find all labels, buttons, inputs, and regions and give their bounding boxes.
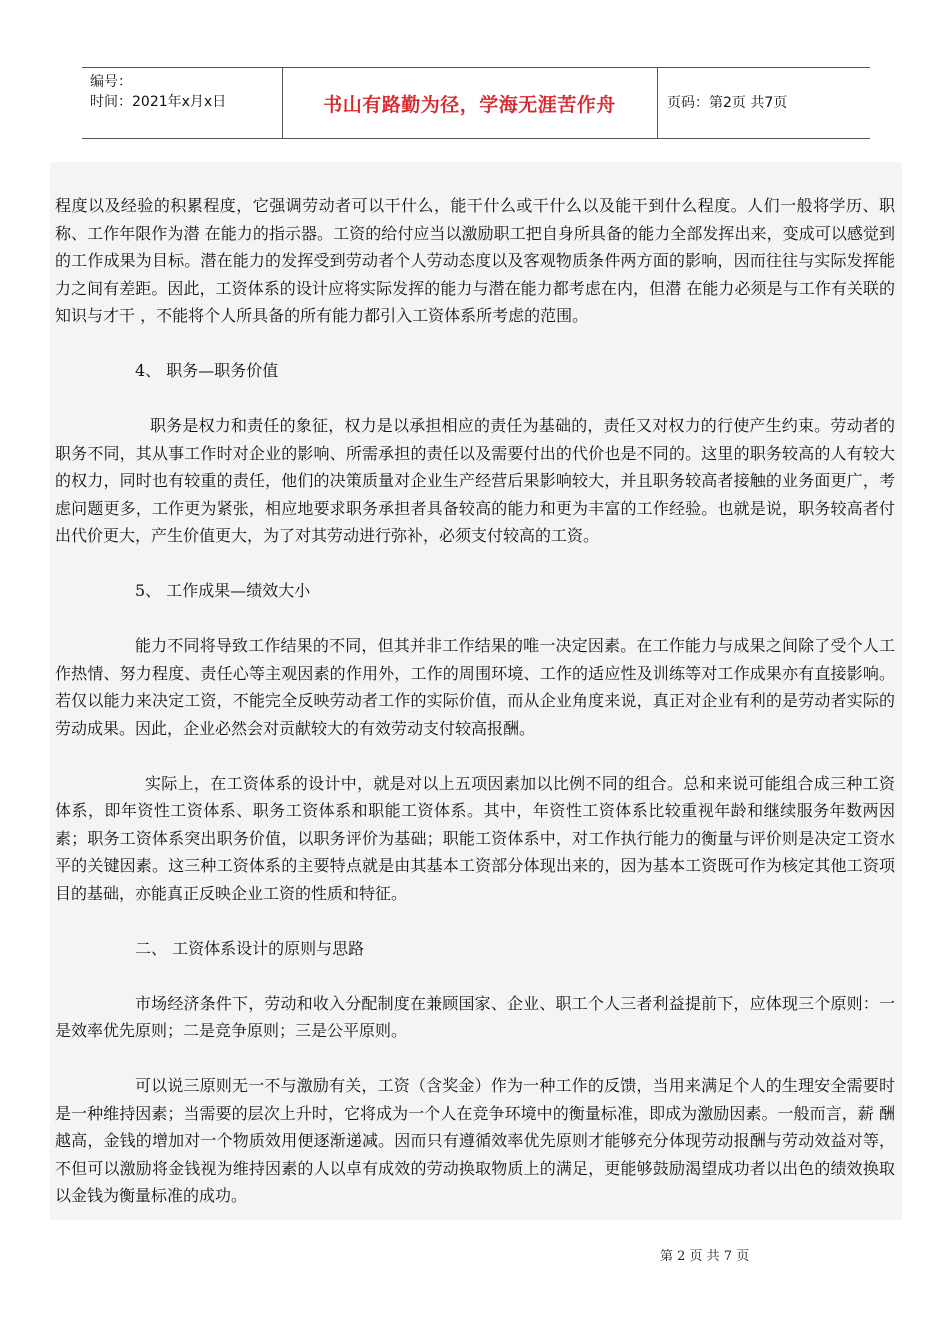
- section-heading-duty: 4、 职务—职务价值: [135, 361, 279, 380]
- page-footer: 第 2 页 共 7 页: [660, 1249, 750, 1264]
- section-heading-performance: 5、 工作成果—绩效大小: [135, 581, 311, 600]
- paragraph-combination: 实际上，在工资体系的设计中，就是对以上五项因素加以比例不同的组合。总和来说可能组合成三种工资体系，即年资性工资体系、职务工资体系和职能工资体系。其中，年资性工资体系比较重视年龄和继续服务年数两因素；职务工资体系突出职务价值，以职务评价为基础；职能工资体系中，对工作执行能力的衡量与评价则是决定工资水平的关键因素。这三种工资体系的主要特点就是由其基本工资部分体现出来的，因为基本工资既可作为核定其他工资项目的基础，亦能真正反映企业工资的性质和特征。: [55, 773, 895, 903]
- header-page-info: 页码：第2页 共7页: [667, 95, 788, 111]
- header-motto: 书山有路勤为径，学海无涯苦作舟: [323, 94, 616, 116]
- page-header: [82, 67, 870, 139]
- document-date: 时间：2021年x月x日: [90, 94, 227, 110]
- paragraph-duty: 职务是权力和责任的象征，权力是以承担相应的责任为基础的，责任又对权力的行使产生约束。劳动者的职务不同，其从事工作时对企业的影响、所需承担的责任以及需要付出的代价也是不同的。这里的职务较高的人有较大的权力，同时也有较重的责任，他们的决策质量对企业生产经营后果影响较大，并且职务较高者接触的业务面更广，考虑问题更多，工作更为紧张，相应地要求职务承担者具备较高的能力和更为丰富的工作经验。也就是说，职务较高者付出代价更大，产生价值更大，为了对其劳动进行弥补，必须支付较高的工资。: [55, 416, 895, 545]
- paragraph-performance: 能力不同将导致工作结果的不同，但其并非工作结果的唯一决定因素。在工作能力与成果之间除了受个人工作热情、努力程度、责任心等主观因素的作用外，工作的周围环境、工作的适应性及训练等对工作成果亦有直接影响。若仅以能力来决定工资，不能完全反映劳动者工作的实际价值，而从企业角度来说，真正对企业有利的是劳动者实际的劳动成果。因此，企业必然会对贡献较大的有效劳动支付较高报酬。: [55, 636, 895, 738]
- header-divider: [657, 68, 658, 138]
- header-meta: [90, 72, 226, 112]
- section-heading-principles: 二、 工资体系设计的原则与思路: [135, 938, 365, 958]
- document-body: [55, 192, 895, 1210]
- paragraph-incentive: 可以说三原则无一不与激励有关，工资（含奖金）作为一种工作的反馈，当用来满足个人的生理安全需要时是一种维持因素；当需要的层次上升时，它将成为一个人在竞争环境中的衡量标准，即成为激励因素。一般而言，薪 酬越高，金钱的增加对一个物质效用便逐渐递减。因而只有遵循效率优先原则才能够充分体现劳动报酬与劳动效益对等，不但可以激励将金钱视为维持因素的人以卓有成效的劳动换取物质上的满足，更能够鼓励渴望成功者以出色的绩效换取以金钱为衡量标准的成功。: [55, 1076, 895, 1205]
- paragraph-market: 市场经济条件下，劳动和收入分配制度在兼顾国家、企业、职工个人三者利益提前下，应体现三个原则：一是效率优先原则；二是竞争原则；三是公平原则。: [55, 993, 895, 1040]
- document-number-label: 编号：: [90, 74, 132, 90]
- paragraph-ability: 程度以及经验的积累程度，它强调劳动者可以干什么，能干什么或干什么以及能干到什么程度。人们一般将学历、职称、工作年限作为潜 在能力的指示器。工资的给付应当以激励职工把自身所具备的能力全部发挥出来，变成可以感觉到的工作成果为目标。潜在能力的发挥受到劳动者个人劳动态度以及客观物质条件两方面的影响，因而往往与实际发挥能力之间有差距。因此，工资体系的设计应将实际发挥的能力与潜在能力都考虑在内，但潜 在能力必须是与工作有关联的知识与才干 ，不能将个人所具备的所有能力都引入工资体系所考虑的范围。: [55, 196, 895, 325]
